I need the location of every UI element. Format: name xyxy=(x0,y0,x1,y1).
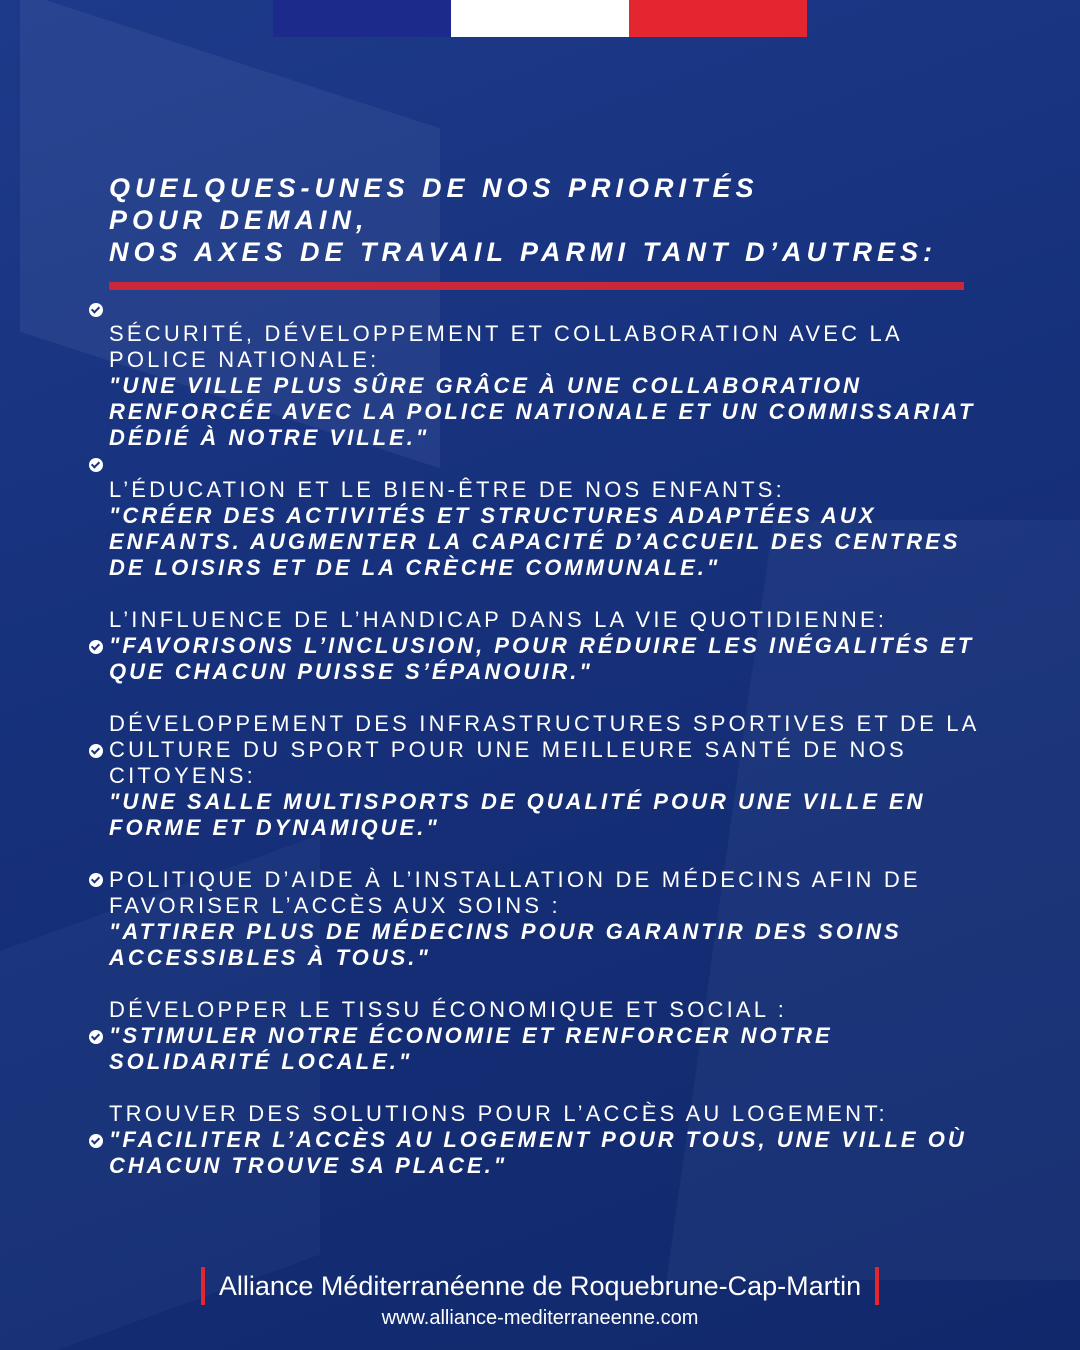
organization-name: Alliance Méditerranéenne de Roquebrune-Cap-Martin xyxy=(218,1270,862,1301)
priority-quote-housing: "FACILITER L’ACCÈS AU LOGEMENT POUR TOUS, UNE VILLE OÙ CHACUN TROUVE SA PLACE." xyxy=(109,1127,967,1178)
priority-title-housing: TROUVER DES SOLUTIONS POUR L’ACCÈS AU LOGEMENT: xyxy=(109,1101,888,1126)
headline-line-2: POUR DEMAIN, xyxy=(109,205,369,235)
priority-quote-sport: "UNE SALLE MULTISPORTS DE QUALITÉ POUR UNE VILLE EN FORME ET DYNAMIQUE." xyxy=(109,789,926,840)
flag-blue-stripe xyxy=(273,0,451,37)
priority-quote-security: "UNE VILLE PLUS SÛRE GRÂCE À UNE COLLABORATION RENFORCÉE AVEC LA POLICE NATIONALE ET UN COMMISSARIAT DÉDIÉ À NOTRE VILLE." xyxy=(109,373,976,450)
flag-red-stripe xyxy=(629,0,807,37)
french-flag-banner xyxy=(273,0,807,37)
priority-quote-handicap: "FAVORISONS L’INCLUSION, POUR RÉDUIRE LES INÉGALITÉS ET QUE CHACUN PUISSE S’ÉPANOUIR." xyxy=(109,633,975,684)
headline xyxy=(109,172,1049,268)
check-circle-icon xyxy=(89,873,103,887)
priority-title-sport: DÉVELOPPEMENT DES INFRASTRUCTURES SPORTIVES ET DE LA CULTURE DU SPORT POUR UNE MEILLEURE SANTÉ DE NOS CITOYENS: xyxy=(109,711,979,788)
priority-quote-economy: "STIMULER NOTRE ÉCONOMIE ET RENFORCER NOTRE SOLIDARITÉ LOCALE." xyxy=(109,1023,833,1074)
check-circle-icon xyxy=(89,458,103,472)
headline-line-3: NOS AXES DE TRAVAIL PARMI TANT D’AUTRES: xyxy=(109,237,938,267)
priority-title-handicap: L’INFLUENCE DE L’HANDICAP DANS LA VIE QUOTIDIENNE: xyxy=(109,607,888,632)
priority-quote-health: "ATTIRER PLUS DE MÉDECINS POUR GARANTIR DES SOINS ACCESSIBLES À TOUS." xyxy=(109,919,902,970)
footer-organization xyxy=(0,1266,1080,1305)
footer-left-bar xyxy=(201,1267,205,1305)
priority-quote-education: "CRÉER DES ACTIVITÉS ET STRUCTURES ADAPTÉES AUX ENFANTS. AUGMENTER LA CAPACITÉ D’ACCUEIL DES CENTRES DE LOISIRS ET DE LA CRÈCHE COMMUNALE." xyxy=(109,503,961,580)
check-circle-icon xyxy=(89,303,103,317)
priority-title-health: POLITIQUE D’AIDE À L’INSTALLATION DE MÉDECINS AFIN DE FAVORISER L’ACCÈS AUX SOINS : xyxy=(109,867,921,918)
priority-title-education: L’ÉDUCATION ET LE BIEN-ÊTRE DE NOS ENFANTS: xyxy=(109,477,785,502)
flag-white-stripe xyxy=(451,0,629,37)
check-circle-icon xyxy=(89,1134,103,1148)
check-circle-icon xyxy=(89,1030,103,1044)
priority-title-security: SÉCURITÉ, DÉVELOPPEMENT ET COLLABORATION AVEC LA POLICE NATIONALE: xyxy=(109,321,902,372)
website-link[interactable]: www.alliance-mediterraneenne.com xyxy=(381,1307,699,1329)
headline-line-1: QUELQUES-UNES DE NOS PRIORITÉS xyxy=(109,173,759,203)
check-circle-icon xyxy=(89,744,103,758)
red-divider xyxy=(109,282,964,290)
footer-right-bar xyxy=(875,1267,879,1305)
check-circle-icon xyxy=(89,640,103,654)
priority-title-economy: DÉVELOPPER LE TISSU ÉCONOMIQUE ET SOCIAL : xyxy=(109,997,788,1022)
